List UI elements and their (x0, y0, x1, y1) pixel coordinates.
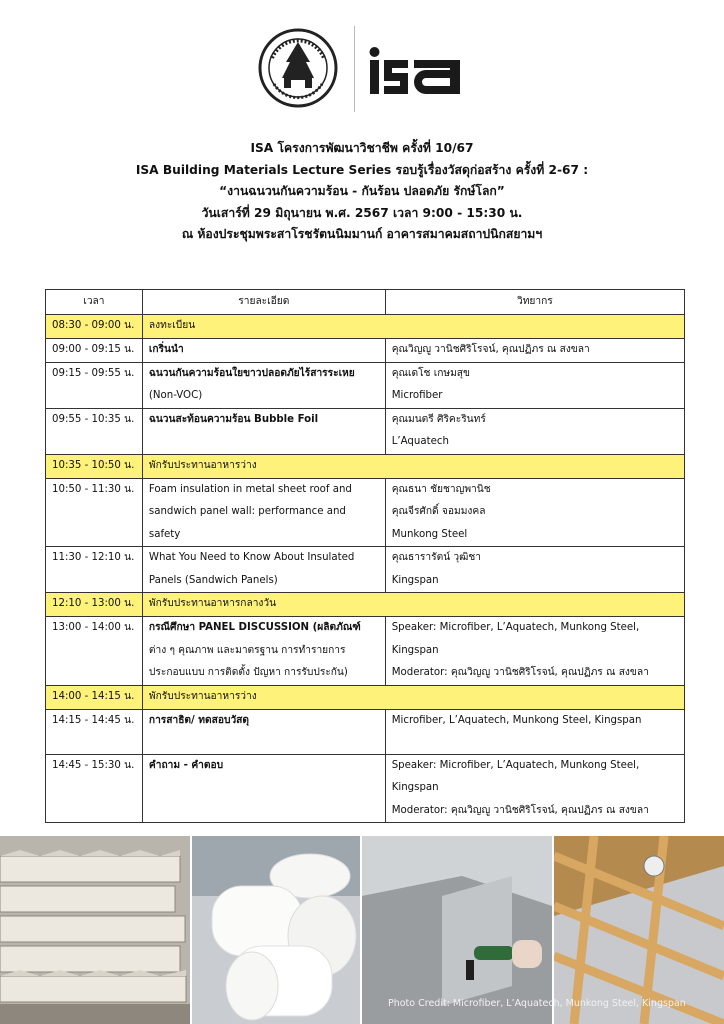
title-line-topic: “งานฉนวนกันความร้อน - กันร้อน ปลอดภัย รักษ์โลก” (219, 184, 505, 198)
row-time: 14:00 - 14:15 น. (46, 685, 143, 709)
row-speakers: คุณเดโช เกษมสุข Microfiber (385, 362, 684, 408)
schedule-table (45, 289, 685, 823)
table-row-break (46, 685, 685, 709)
row-speakers: คุณธนา ชัยชาญพานิช คุณจีรศักดิ์ จอมมงคล Munkong Steel (385, 478, 684, 547)
row-time: 11:30 - 12:10 น. (46, 547, 143, 593)
header-speakers: วิทยากร (385, 290, 684, 315)
header-details: รายละเอียด (142, 290, 385, 315)
roof-membrane-welding-photo (362, 836, 552, 1024)
row-details: ฉนวนสะท้อนความร้อน Bubble Foil (142, 408, 385, 454)
title-line-series: ISA Building Materials Lecture Series รอบรู้เรื่องวัสดุก่อสร้าง ครั้งที่ 2-67 : (135, 162, 589, 177)
title-line-date: วันเสาร์ที่ 29 มิถุนายน พ.ศ. 2567 เวลา 9:00 - 15:30 น. (201, 205, 523, 220)
row-time: 09:15 - 09:55 น. (46, 362, 143, 408)
row-details: Foam insulation in metal sheet roof and sandwich panel wall: performance and safety (142, 478, 385, 547)
isa-logo (368, 46, 468, 96)
row-details: กรณีศึกษา PANEL DISCUSSION (ผลิตภัณฑ์ ต่าง ๆ คุณภาพ และมาตรฐาน การทำรายการ ประกอบแบบ การติดตั้ง ปัญหา การรับประกัน) (142, 617, 385, 686)
photo-strip (0, 836, 724, 1024)
table-row (46, 408, 685, 454)
row-time: 08:30 - 09:00 น. (46, 315, 143, 339)
photo-credit: Photo Credit: Microfiber, L’Aquatech, Munkong Steel, Kingspan (388, 998, 686, 1009)
row-time: 09:00 - 09:15 น. (46, 339, 143, 363)
event-titles (0, 138, 724, 246)
row-time: 14:15 - 14:45 น. (46, 709, 143, 754)
table-row (46, 547, 685, 593)
row-time: 14:45 - 15:30 น. (46, 754, 143, 823)
row-details: เกริ่นนำ (142, 339, 385, 363)
table-row (46, 709, 685, 754)
row-speakers: คุณมนตรี ศิริคะรินทร์ L’Aquatech (385, 408, 684, 454)
row-speakers: Speaker: Microfiber, L’Aquatech, Munkong Steel, Kingspan Moderator: คุณวิญญู วานิชศิริโรจน์, คุณปฏิภร ณ สงขลา (385, 617, 684, 686)
row-speakers: คุณธารารัตน์ วุฒิชา Kingspan (385, 547, 684, 593)
row-speakers: คุณวิญญู วานิชศิริโรจน์, คุณปฏิภร ณ สงขลา (385, 339, 684, 363)
header-time: เวลา (46, 290, 143, 315)
row-time: 10:50 - 11:30 น. (46, 478, 143, 547)
table-row (46, 339, 685, 363)
roof-structure-foil-photo (554, 836, 724, 1024)
row-details: การสาธิต/ ทดสอบวัสดุ (142, 709, 385, 754)
row-time: 13:00 - 14:00 น. (46, 617, 143, 686)
title-line-program: ISA โครงการพัฒนาวิชาชีพ ครั้งที่ 10/67 (250, 141, 474, 155)
logo-divider (354, 26, 355, 112)
table-row (46, 754, 685, 823)
row-details: พักรับประทานอาหารกลางวัน (142, 593, 684, 617)
sandwich-panel-photo (0, 836, 190, 1024)
fiber-insulation-rolls-photo (192, 836, 360, 1024)
header-logos (0, 22, 724, 122)
row-speakers: Microfiber, L’Aquatech, Munkong Steel, Kingspan (385, 709, 684, 754)
row-details: พักรับประทานอาหารว่าง (142, 454, 684, 478)
table-header-row (46, 290, 685, 315)
row-speakers: Speaker: Microfiber, L’Aquatech, Munkong Steel, Kingspan Moderator: คุณวิญญู วานิชศิริโรจน์, คุณปฏิภร ณ สงขลา (385, 754, 684, 823)
row-time: 10:35 - 10:50 น. (46, 454, 143, 478)
row-time: 12:10 - 13:00 น. (46, 593, 143, 617)
table-row (46, 478, 685, 547)
row-details: What You Need to Know About Insulated Panels (Sandwich Panels) (142, 547, 385, 593)
row-details: คำถาม - คำตอบ (142, 754, 385, 823)
title-line-venue: ณ ห้องประชุมพระสาโรชรัตนนิมมานก์ อาคารสมาคมสถาปนิกสยามฯ (181, 227, 543, 241)
table-row (46, 362, 685, 408)
table-row-break (46, 315, 685, 339)
table-row-break (46, 593, 685, 617)
association-seal-logo (258, 28, 338, 108)
row-time: 09:55 - 10:35 น. (46, 408, 143, 454)
row-details: ฉนวนกันความร้อนใยขาวปลอดภัยไร้สารระเหย (Non-VOC) (142, 362, 385, 408)
row-details: ลงทะเบียน (142, 315, 684, 339)
row-details: พักรับประทานอาหารว่าง (142, 685, 684, 709)
table-row-break (46, 454, 685, 478)
table-row (46, 617, 685, 686)
